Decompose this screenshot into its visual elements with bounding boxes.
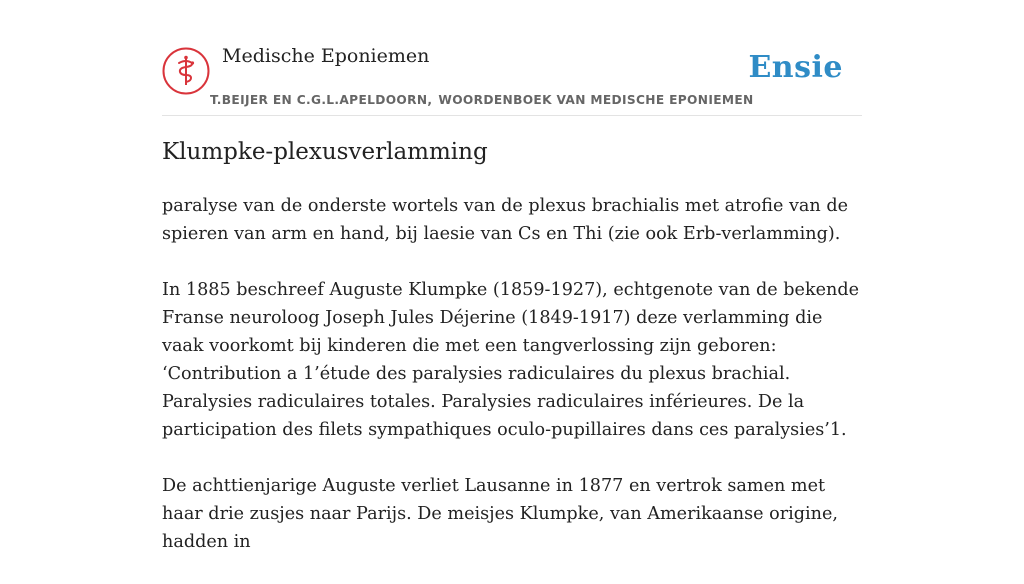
site-title[interactable]: Medische Eponiemen [222,45,430,67]
brand-logo[interactable]: Ensie [748,50,843,85]
entry-paragraph-biography: De achttienjarige Auguste verliet Lausanne in 1877 en vertrok samen met haar drie zusjes naar Parijs. De meisjes Klumpke, van Amerikaanse origine, hadden in [162,476,838,552]
subtitle-authors[interactable]: T.BEIJER EN C.G.L.APELDOORN, [210,93,433,107]
source-subtitle [210,93,754,107]
entry-paragraph-history: In 1885 beschreef Auguste Klumpke (1859-1927), echtgenote van de bekende Franse neuroloog Joseph Jules Déjerine (1849-1917) deze verlamming die vaak voorkomt bij kinderen die met een tangverlossing zijn geboren: ‘Contribution a 1’étude des paralysies radiculaires du plexus brachial. Paralysies radiculaires totales. Paralysies radiculaires inférieures. De la participation des filets sympathiques oculo-pupillaires dans ces paralysies’1. [162,280,860,440]
caduceus-icon[interactable] [162,47,210,95]
page [162,0,862,552]
header-divider [162,115,862,116]
subtitle-book[interactable]: WOORDENBOEK VAN MEDISCHE EPONIEMEN [438,93,754,107]
entry-content [162,192,862,584]
entry-title: Klumpke-plexusverlamming [162,139,488,165]
entry-paragraph-definition: paralyse van de onderste wortels van de plexus brachialis met atrofie van de spieren van arm en hand, bij laesie van Cs en Thi (zie ook Erb-verlamming). [162,196,848,244]
